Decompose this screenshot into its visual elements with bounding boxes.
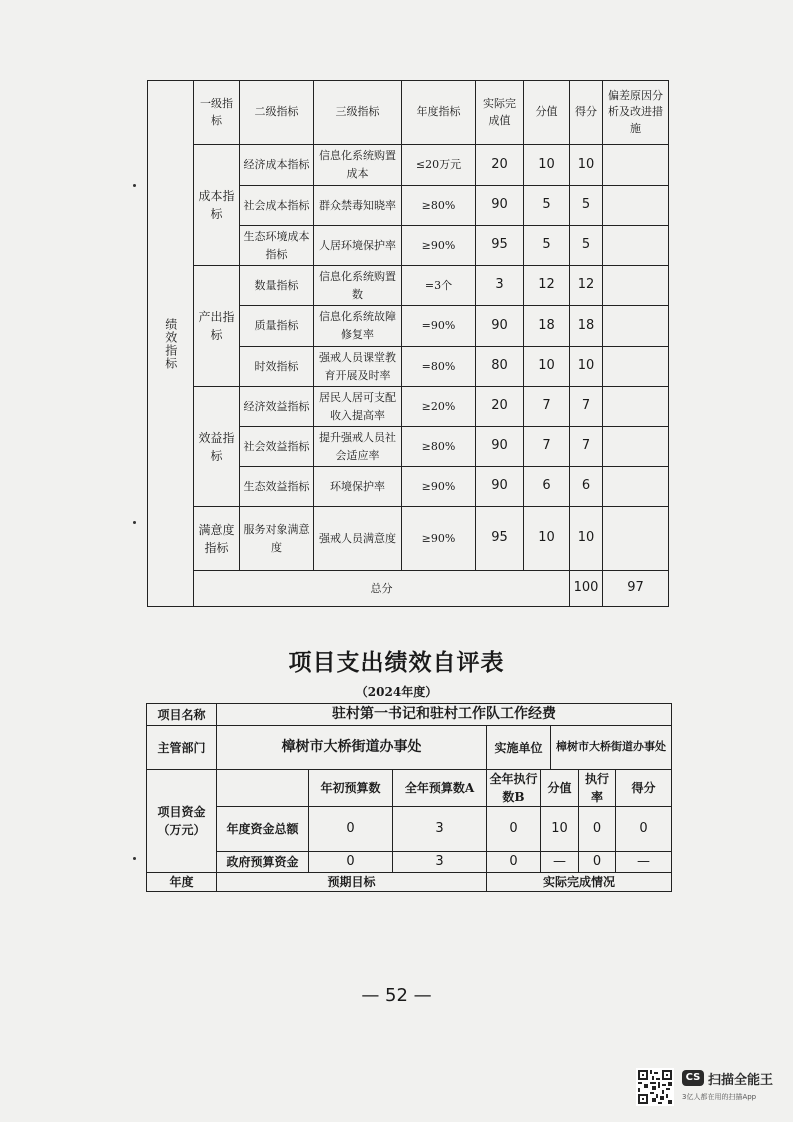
table-row	[148, 507, 669, 571]
col-header-target: 年度指标	[402, 81, 476, 145]
category-benefit: 效益指标	[194, 387, 240, 507]
target-cell: ≥90%	[402, 226, 476, 266]
year-note: （2024年度）	[355, 685, 438, 699]
dept-row	[147, 726, 672, 770]
l2-cell: 服务对象满意度	[240, 507, 314, 571]
weight-cell: 7	[524, 387, 570, 427]
total-funds-row	[147, 807, 672, 852]
funds-header-score: 得分	[616, 770, 672, 807]
expected-goal-label: 预期目标	[217, 872, 487, 891]
funds-header-annual-a: 全年预算数A	[393, 770, 487, 807]
self-evaluation-table	[146, 703, 672, 892]
scanner-watermark	[636, 1068, 786, 1108]
qr-code-icon	[636, 1068, 674, 1106]
goal-header-row	[147, 872, 672, 891]
actual-cell: 90	[476, 427, 524, 467]
year-label: 年度	[147, 872, 217, 891]
watermark-app-name: 扫描全能王	[708, 1073, 774, 1088]
table-row	[148, 387, 669, 427]
col-header-weight: 分值	[524, 81, 570, 145]
funds-header-executed-b: 全年执行数B	[487, 770, 541, 807]
l3-cell: 居民人居可支配收入提高率	[314, 387, 402, 427]
l3-cell: 信息化系统故障修复率	[314, 306, 402, 347]
weight-cell: 7	[524, 427, 570, 467]
gov-funds-weight: —	[541, 852, 579, 873]
table-row	[148, 266, 669, 306]
actual-cell: 90	[476, 306, 524, 347]
weight-cell: 18	[524, 306, 570, 347]
gov-funds-label: 政府预算资金	[217, 852, 309, 873]
weight-cell: 5	[524, 226, 570, 266]
col-header-actual: 实际完成值	[476, 81, 524, 145]
header-row	[148, 81, 669, 145]
project-name-row	[147, 704, 672, 726]
l2-cell: 社会效益指标	[240, 427, 314, 467]
gov-funds-executed-b: 0	[487, 852, 541, 873]
target-cell: ≥80%	[402, 427, 476, 467]
target-cell: =80%	[402, 347, 476, 387]
col-header-score: 得分	[570, 81, 603, 145]
total-funds-weight: 10	[541, 807, 579, 852]
l3-cell: 群众禁毒知晓率	[314, 186, 402, 226]
actual-cell: 80	[476, 347, 524, 387]
score-cell: 18	[570, 306, 603, 347]
score-cell: 10	[570, 507, 603, 571]
actual-cell: 20	[476, 145, 524, 186]
l3-cell: 信息化系统购置成本	[314, 145, 402, 186]
l3-cell: 环境保护率	[314, 467, 402, 507]
gov-funds-initial: 0	[309, 852, 393, 873]
score-cell: 10	[570, 347, 603, 387]
gov-funds-rate: 0	[579, 852, 616, 873]
note-cell	[603, 427, 669, 467]
note-cell	[603, 306, 669, 347]
scan-dot	[133, 184, 136, 187]
actual-cell: 95	[476, 226, 524, 266]
actual-cell: 90	[476, 467, 524, 507]
note-cell	[603, 347, 669, 387]
score-cell: 5	[570, 226, 603, 266]
total-weight: 100	[570, 571, 603, 607]
target-cell: ≥80%	[402, 186, 476, 226]
col-header-note: 偏差原因分析及改进措施	[603, 81, 669, 145]
l2-cell: 数量指标	[240, 266, 314, 306]
impl-label: 实施单位	[487, 726, 551, 770]
score-cell: 7	[570, 427, 603, 467]
category-satisfaction: 满意度指标	[194, 507, 240, 571]
funds-label: 项目资金（万元）	[147, 770, 217, 873]
l2-cell: 生态效益指标	[240, 467, 314, 507]
weight-cell: 10	[524, 347, 570, 387]
target-cell: ≥20%	[402, 387, 476, 427]
gov-funds-row	[147, 852, 672, 873]
total-funds-initial: 0	[309, 807, 393, 852]
performance-indicator-table	[147, 80, 669, 607]
actual-cell: 3	[476, 266, 524, 306]
actual-cell: 95	[476, 507, 524, 571]
funds-header-blank	[217, 770, 309, 807]
weight-cell: 10	[524, 507, 570, 571]
col-header-l1: 一级指标	[194, 81, 240, 145]
category-output: 产出指标	[194, 266, 240, 387]
category-cost: 成本指标	[194, 145, 240, 266]
l2-cell: 质量指标	[240, 306, 314, 347]
note-cell	[603, 266, 669, 306]
weight-cell: 12	[524, 266, 570, 306]
col-header-l2: 二级指标	[240, 81, 314, 145]
note-cell	[603, 145, 669, 186]
page-title: 项目支出绩效自评表	[288, 650, 505, 676]
total-funds-label: 年度资金总额	[217, 807, 309, 852]
total-score: 97	[603, 571, 669, 607]
actual-cell: 90	[476, 186, 524, 226]
note-cell	[603, 226, 669, 266]
scan-dot	[133, 521, 136, 524]
table-row	[148, 145, 669, 186]
total-funds-executed-b: 0	[487, 807, 541, 852]
total-funds-annual-a: 3	[393, 807, 487, 852]
note-cell	[603, 387, 669, 427]
l3-cell: 强戒人员课堂教育开展及时率	[314, 347, 402, 387]
total-funds-score: 0	[616, 807, 672, 852]
l2-cell: 时效指标	[240, 347, 314, 387]
weight-cell: 6	[524, 467, 570, 507]
l2-cell: 社会成本指标	[240, 186, 314, 226]
page-number: — 52 —	[361, 985, 432, 1006]
target-cell: =90%	[402, 306, 476, 347]
weight-cell: 10	[524, 145, 570, 186]
l3-cell: 人居环境保护率	[314, 226, 402, 266]
note-cell	[603, 507, 669, 571]
score-cell: 10	[570, 145, 603, 186]
dept-value: 樟树市大桥街道办事处	[217, 726, 487, 770]
funds-header-initial: 年初预算数	[309, 770, 393, 807]
target-cell: ≥90%	[402, 467, 476, 507]
impl-value: 樟树市大桥街道办事处	[551, 726, 672, 770]
cs-logo: CS	[682, 1070, 704, 1086]
gov-funds-annual-a: 3	[393, 852, 487, 873]
group-label: 绩效指标	[148, 81, 194, 607]
total-label: 总分	[194, 571, 570, 607]
score-cell: 7	[570, 387, 603, 427]
l3-cell: 提升强戒人员社会适应率	[314, 427, 402, 467]
l2-cell: 经济成本指标	[240, 145, 314, 186]
l2-cell: 经济效益指标	[240, 387, 314, 427]
project-name-label: 项目名称	[147, 704, 217, 726]
weight-cell: 5	[524, 186, 570, 226]
target-cell: =3个	[402, 266, 476, 306]
actual-cell: 20	[476, 387, 524, 427]
scan-dot	[133, 857, 136, 860]
note-cell	[603, 186, 669, 226]
funds-header-row	[147, 770, 672, 807]
funds-header-weight: 分值	[541, 770, 579, 807]
col-header-l3: 三级指标	[314, 81, 402, 145]
total-row	[148, 571, 669, 607]
project-name: 驻村第一书记和驻村工作队工作经费	[217, 704, 672, 726]
l2-cell: 生态环境成本指标	[240, 226, 314, 266]
l3-cell: 信息化系统购置数	[314, 266, 402, 306]
actual-completion-label: 实际完成情况	[487, 872, 672, 891]
total-funds-rate: 0	[579, 807, 616, 852]
note-cell	[603, 467, 669, 507]
gov-funds-score: —	[616, 852, 672, 873]
score-cell: 5	[570, 186, 603, 226]
target-cell: ≥90%	[402, 507, 476, 571]
funds-header-rate: 执行率	[579, 770, 616, 807]
target-cell: ≤20万元	[402, 145, 476, 186]
score-cell: 6	[570, 467, 603, 507]
dept-label: 主管部门	[147, 726, 217, 770]
score-cell: 12	[570, 266, 603, 306]
watermark-tagline: 3亿人都在用的扫描App	[682, 1093, 757, 1101]
l3-cell: 强戒人员满意度	[314, 507, 402, 571]
